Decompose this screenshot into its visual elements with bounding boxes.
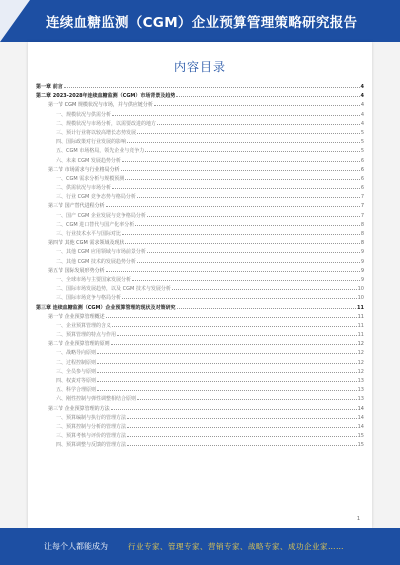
toc-leader-dots: [177, 303, 357, 309]
toc-entry[interactable]: [36, 348, 364, 357]
toc-leader-dots: [157, 119, 360, 125]
toc-leader-dots: [137, 257, 360, 263]
toc-entry-page: 4: [360, 84, 364, 90]
toc-entry-page: 10: [357, 295, 364, 302]
toc-entry-page: 6: [360, 175, 364, 182]
toc-leader-dots: [112, 110, 360, 116]
toc-leader-dots: [137, 192, 360, 198]
toc-entry-page: 5: [360, 129, 364, 136]
toc-entry[interactable]: [36, 192, 364, 201]
toc-leader-dots: [135, 220, 360, 226]
toc-entry-page: 11: [357, 304, 364, 311]
toc-entry[interactable]: [36, 339, 364, 348]
document-page: [28, 42, 372, 528]
toc-entry[interactable]: [36, 201, 364, 210]
toc-entry[interactable]: [36, 367, 364, 376]
toc-entry-title: 第三节 国产替代进程分析: [48, 203, 105, 210]
toc-entry-page: 11: [357, 322, 364, 329]
toc-entry[interactable]: [36, 229, 364, 238]
toc-entry-page: 4: [360, 111, 364, 118]
toc-leader-dots: [154, 100, 360, 106]
footer-slogan: 让每个人都能成为: [44, 542, 108, 551]
toc-entry-title: 二、供需状况与市场分析: [56, 185, 112, 192]
toc-leader-dots: [106, 201, 360, 207]
toc-entry-title: 二、CGM 进口替代与国产化率分析: [56, 221, 135, 228]
toc-entry-page: 9: [360, 249, 364, 256]
toc-leader-dots: [112, 183, 360, 189]
toc-entry[interactable]: [36, 266, 364, 275]
toc-entry[interactable]: [36, 394, 364, 403]
toc-leader-dots: [122, 293, 357, 299]
toc-entry[interactable]: [36, 238, 364, 247]
toc-entry-title: 三、全员参与原则: [56, 368, 97, 375]
toc-leader-dots: [106, 266, 360, 272]
toc-entry-title: 六、未来 CGM 发展趋势分析: [56, 157, 121, 164]
toc-leader-dots: [127, 431, 357, 437]
toc-entry-page: 8: [360, 240, 364, 247]
toc-entry[interactable]: [36, 128, 364, 137]
toc-entry-title: 第三节 企业预算管理的方法: [48, 405, 110, 412]
toc-leader-dots: [172, 284, 357, 290]
toc-entry-page: 11: [357, 332, 364, 339]
toc-entry-title: 第三章 连续血糖监测（CGM）企业预算管理的现状及对策研究: [36, 304, 176, 311]
toc-entry-page: 9: [360, 267, 364, 274]
table-of-contents: [36, 82, 364, 450]
toc-entry-page: 8: [360, 231, 364, 237]
toc-leader-dots: [111, 339, 357, 345]
toc-entry-page: 13: [357, 396, 364, 403]
toc-entry-title: 三、预计行业将以较高增长态势发展: [56, 129, 137, 136]
toc-leader-dots: [176, 91, 359, 97]
toc-heading: 内容目录: [173, 60, 226, 74]
toc-entry[interactable]: [36, 156, 364, 165]
toc-entry-page: 12: [357, 350, 364, 357]
toc-entry-title: 一、其他 CGM 应用领域与市场前景分析: [56, 249, 146, 256]
toc-entry-page: 11: [357, 313, 364, 320]
toc-leader-dots: [97, 367, 357, 373]
toc-entry-title: 三、行业技术水平与国际对比: [56, 231, 122, 237]
toc-leader-dots: [97, 348, 357, 354]
toc-leader-dots: [145, 146, 360, 152]
toc-entry-title: 第一节 企业预算管理概述: [48, 313, 105, 320]
toc-entry-page: 4: [360, 102, 364, 109]
toc-entry-title: 三、预算考核与评价的管理方法: [56, 433, 127, 440]
toc-entry[interactable]: [36, 358, 364, 367]
toc-entry-page: 6: [360, 157, 364, 164]
toc-entry-page: 5: [360, 139, 364, 146]
toc-entry-title: 二、预算控制与分析的管理方法: [56, 423, 127, 430]
toc-entry[interactable]: [36, 275, 364, 284]
toc-entry[interactable]: [36, 174, 364, 183]
toc-leader-dots: [137, 128, 360, 134]
toc-entry[interactable]: [36, 119, 364, 128]
header-banner: [0, 0, 400, 42]
toc-leader-dots: [64, 82, 360, 88]
toc-leader-dots: [127, 440, 357, 446]
toc-leader-dots: [112, 321, 357, 327]
toc-entry[interactable]: [36, 146, 364, 155]
toc-entry[interactable]: [36, 165, 364, 174]
toc-entry-title: 二、其他 CGM 技术的发展趋势分析: [56, 258, 136, 265]
toc-entry-title: 第一章 前言: [36, 84, 63, 90]
toc-entry-title: 第二节 市场需求与行业格局分析: [48, 166, 120, 173]
toc-entry-page: 7: [360, 212, 364, 219]
toc-entry-page: 15: [357, 433, 364, 440]
toc-entry-title: 一、战略导向原则: [56, 350, 97, 357]
toc-entry[interactable]: [36, 330, 364, 339]
toc-entry[interactable]: [36, 431, 364, 440]
toc-entry-title: 第四节 其他 CGM 需求领域及现状: [48, 240, 125, 247]
toc-entry-page: 4: [360, 120, 364, 127]
toc-entry-title: 一、国产 CGM 企业发展与竞争格局分析: [56, 212, 146, 219]
toc-entry-page: 10: [357, 286, 364, 293]
toc-entry[interactable]: [36, 404, 364, 413]
toc-entry-title: 第五节 国际发展形势分析: [48, 267, 105, 274]
toc-entry-page: 7: [360, 194, 364, 201]
toc-entry[interactable]: [36, 100, 364, 109]
toc-entry-page: 7: [360, 203, 364, 210]
toc-leader-dots: [127, 422, 357, 428]
toc-leader-dots: [125, 238, 359, 244]
toc-entry[interactable]: [36, 303, 364, 312]
toc-entry-title: 第一节 CGM 规模状况与市场，并与供应链分析: [48, 102, 153, 109]
toc-entry-page: 14: [357, 405, 364, 412]
toc-leader-dots: [117, 330, 357, 336]
toc-entry-title: 五、CGM 市场格局，领先企业与竞争力: [56, 148, 145, 155]
toc-leader-dots: [97, 376, 357, 382]
page-number: 1: [356, 516, 360, 522]
toc-entry-page: 12: [357, 368, 364, 375]
toc-entry-page: 9: [360, 258, 364, 265]
toc-entry-title: 三、行业 CGM 竞争态势与格局分析: [56, 194, 136, 201]
toc-entry-page: 5: [360, 148, 364, 155]
toc-leader-dots: [127, 413, 357, 419]
toc-entry-title: 第二章 2023-2028年连续血糖监测（CGM）市场背景及趋势: [36, 93, 176, 100]
toc-leader-dots: [122, 156, 360, 162]
toc-entry-title: 一、预算编制与执行的管理方法: [56, 414, 127, 421]
toc-entry-title: 四、预算调整与反馈的管理方法: [56, 442, 127, 449]
toc-leader-dots: [147, 247, 360, 253]
toc-leader-dots: [106, 312, 357, 318]
toc-entry-title: 三、国际市场竞争与格局分析: [56, 295, 122, 302]
toc-entry[interactable]: [36, 183, 364, 192]
toc-entry-page: 13: [357, 378, 364, 384]
toc-leader-dots: [147, 211, 360, 217]
toc-entry-page: 12: [357, 341, 364, 348]
toc-entry[interactable]: [36, 293, 364, 302]
footer-tagline: 行业专家、管理专家、营销专家、战略专家、成功企业家……: [128, 542, 344, 551]
toc-entry-page: 8: [360, 221, 364, 228]
toc-entry-page: 13: [357, 387, 364, 394]
toc-entry[interactable]: [36, 376, 364, 385]
toc-entry[interactable]: [36, 220, 364, 229]
toc-entry-title: 二、预算管理的特点与作用: [56, 332, 117, 339]
toc-entry[interactable]: [36, 211, 364, 220]
toc-entry-title: 二、过程控制原则: [56, 359, 97, 366]
toc-entry-title: 二、国际市场发展趋势，以及 CGM 技术与发展分析: [56, 286, 171, 293]
toc-entry[interactable]: [36, 422, 364, 431]
toc-entry-page: 15: [357, 442, 364, 449]
toc-entry-title: 四、权责对等原则: [56, 378, 97, 384]
toc-leader-dots: [97, 385, 357, 391]
toc-entry-title: 一、CGM 需求分析与规模预测: [56, 175, 125, 182]
toc-entry[interactable]: [36, 312, 364, 321]
toc-entry[interactable]: [36, 321, 364, 330]
report-title: 连续血糖监测（CGM）企业预算管理策略研究报告: [46, 15, 358, 31]
toc-entry-title: 一、全球市场与主要国家发展分析: [56, 276, 132, 283]
toc-leader-dots: [127, 137, 360, 143]
toc-entry[interactable]: [36, 440, 364, 449]
banner-corner-decoration: [0, 0, 30, 42]
toc-leader-dots: [111, 404, 357, 410]
toc-entry[interactable]: [36, 91, 364, 100]
toc-entry[interactable]: [36, 257, 364, 266]
toc-leader-dots: [122, 229, 360, 235]
toc-leader-dots: [121, 165, 360, 171]
toc-leader-dots: [125, 174, 360, 180]
toc-entry-page: 4: [360, 93, 364, 100]
toc-entry-page: 9: [360, 276, 364, 283]
toc-entry[interactable]: [36, 247, 364, 256]
toc-entry-title: 六、刚性控制与弹性调整相结合原则: [56, 396, 137, 403]
toc-entry-title: 四、国际政策对行业发展的影响: [56, 139, 127, 146]
toc-entry-page: 6: [360, 166, 364, 173]
toc-entry[interactable]: [36, 110, 364, 119]
toc-leader-dots: [97, 358, 357, 364]
toc-entry[interactable]: [36, 385, 364, 394]
toc-entry-page: 6: [360, 185, 364, 192]
toc-entry-page: 12: [357, 359, 364, 366]
toc-entry-title: 一、规模状况与供需分析: [56, 111, 112, 118]
toc-leader-dots: [132, 275, 360, 281]
toc-entry-title: 一、企业预算管理的含义: [56, 322, 112, 329]
toc-entry[interactable]: [36, 82, 364, 91]
toc-entry-title: 第二节 企业预算管理的原则: [48, 341, 110, 348]
toc-leader-dots: [137, 394, 357, 400]
footer-banner: [0, 528, 400, 565]
toc-entry[interactable]: [36, 284, 364, 293]
toc-entry[interactable]: [36, 413, 364, 422]
toc-entry-page: 14: [357, 414, 364, 421]
toc-entry-title: 二、规模状况与市场分析，以需要改进的地方: [56, 120, 157, 127]
toc-entry[interactable]: [36, 137, 364, 146]
toc-entry-title: 五、科学合理原则: [56, 387, 97, 394]
toc-entry-page: 14: [357, 423, 364, 430]
